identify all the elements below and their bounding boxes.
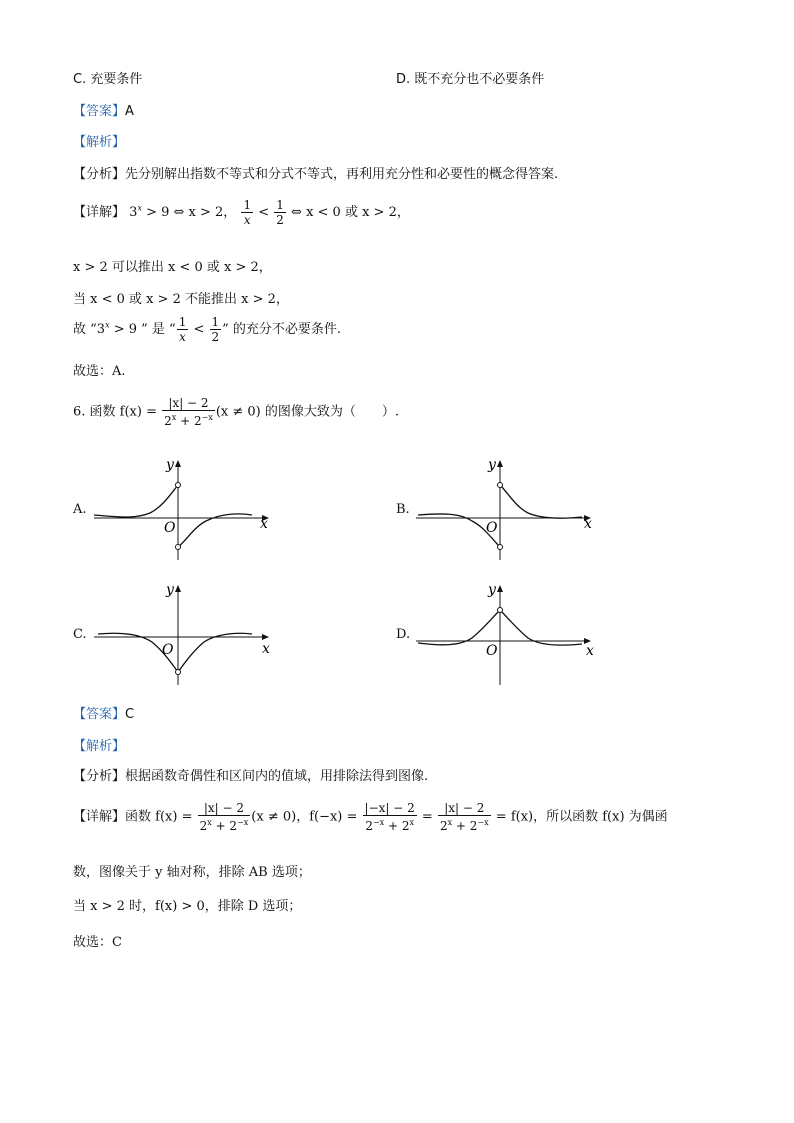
option-b-label: B. — [396, 502, 410, 517]
exponent: x — [137, 203, 142, 213]
option-d-label: D. — [396, 627, 411, 642]
q6-stem — [73, 396, 399, 428]
fraction: $\frac{1}{2}$ — [276, 198, 284, 227]
svg-text:y: y — [488, 457, 496, 473]
curve-right — [500, 610, 582, 645]
svg-text:O: O — [162, 642, 174, 658]
open-point — [176, 483, 181, 488]
math-text: (x ≠ 0) 的图像大致为（ ）. — [215, 404, 399, 420]
svg-text:y: y — [488, 582, 496, 598]
math-text: 故 “3 — [73, 322, 106, 337]
graph-b — [412, 455, 602, 565]
fraction: $\frac{1}{x}$ — [243, 198, 252, 227]
q5-detail-line4 — [73, 315, 341, 344]
math-text: ” 的充分不必要条件. — [222, 322, 342, 337]
curve-right — [500, 485, 582, 518]
open-point — [498, 608, 503, 613]
detail-tag: 【详解】 — [73, 809, 126, 825]
exponent: x — [105, 320, 110, 330]
q5-detail-line5: 故选：A. — [73, 364, 126, 379]
fraction: $\frac{|x| - 2}{2^x + 2^{-x}}$ — [439, 801, 489, 833]
option-d-text: D. 既不充分也不必要条件 — [396, 72, 545, 87]
math-text: (x ≠ 0)，f(−x) = — [251, 809, 362, 825]
option-a-label: A. — [73, 502, 87, 517]
curve-right — [178, 633, 252, 672]
q6-detail-line4: 故选：C — [73, 935, 122, 950]
detail-tag: 【详解】 — [73, 205, 126, 220]
fenxi-text: 根据函数奇偶性和区间内的值域，用排除法得到图像. — [125, 769, 429, 784]
q5-fenxi-line — [73, 163, 558, 182]
q6-fenxi-line — [73, 765, 428, 784]
q5-detail-line2: x > 2 可以推出 x < 0 或 x > 2， — [73, 260, 272, 275]
open-point — [176, 670, 181, 675]
fenxi-tag: 【分析】 — [73, 167, 126, 182]
curve-left — [418, 610, 500, 645]
graph-a — [90, 455, 280, 565]
math-text: 函数 f(x) = — [125, 809, 197, 825]
answer-tag: 【答案】 — [73, 707, 126, 722]
q5-answer-line — [73, 100, 134, 119]
math-text: > 9 ” 是 “ — [109, 322, 176, 337]
svg-text:x: x — [584, 516, 592, 532]
curve-right — [178, 514, 252, 547]
math-text: > 9 ⇔ x > 2， — [141, 205, 237, 220]
svg-text:x: x — [260, 516, 268, 532]
fraction: $\frac{|x| - 2}{2^x + 2^{-x}}$ — [199, 801, 249, 833]
math-text: 6. 函数 f(x) = — [73, 404, 162, 420]
graph-c — [90, 580, 280, 690]
open-point — [498, 483, 503, 488]
answer-value: C — [125, 707, 135, 722]
fenxi-text: 先分别解出指数不等式和分式不等式，再利用充分性和必要性的概念得答案. — [125, 167, 559, 182]
option-c-text: C. 充要条件 — [73, 72, 143, 87]
fraction: $\frac{1}{2}$ — [211, 315, 220, 344]
analysis-tag: 【解析】 — [73, 739, 126, 754]
q5-detail-line1 — [73, 198, 410, 227]
q6-detail-line3: 当 x > 2 时，f(x) > 0，排除 D 选项； — [73, 899, 302, 914]
analysis-tag: 【解析】 — [73, 135, 126, 150]
svg-text:y: y — [166, 582, 174, 598]
q6-detail-line2: 数，图像关于 y 轴对称，排除 AB 选项； — [73, 865, 311, 880]
math-text: = — [417, 809, 437, 825]
svg-text:y: y — [166, 457, 174, 473]
answer-tag: 【答案】 — [73, 104, 126, 119]
math-text: = f(x)，所以函数 f(x) 为偶函 — [491, 809, 668, 825]
answer-value: A — [125, 104, 134, 119]
svg-text:O: O — [164, 520, 176, 536]
q5-detail-line3: 当 x < 0 或 x > 2 不能推出 x > 2， — [73, 292, 289, 307]
svg-text:x: x — [586, 643, 594, 659]
math-text: < — [189, 322, 209, 337]
math-text: < — [254, 205, 274, 220]
svg-text:O: O — [486, 643, 498, 659]
fraction: $\frac{|-x| - 2}{2^{-x} + 2^x}$ — [364, 801, 415, 833]
curve-left — [94, 485, 178, 517]
fraction: $\frac{1}{x}$ — [178, 315, 187, 344]
svg-text:x: x — [262, 641, 270, 657]
svg-text:O: O — [486, 520, 498, 536]
fraction: $\frac{|x| - 2}{2^x + 2^{-x}}$ — [164, 396, 213, 428]
fenxi-tag: 【分析】 — [73, 769, 126, 784]
q6-detail-line1 — [73, 801, 668, 833]
open-point — [498, 545, 503, 550]
math-text: ⇔ x < 0 或 x > 2， — [286, 205, 410, 220]
q6-answer-line — [73, 703, 134, 722]
graph-d — [412, 580, 602, 690]
math-text: 3 — [129, 205, 138, 220]
open-point — [176, 545, 181, 550]
option-c-label: C. — [73, 627, 87, 642]
